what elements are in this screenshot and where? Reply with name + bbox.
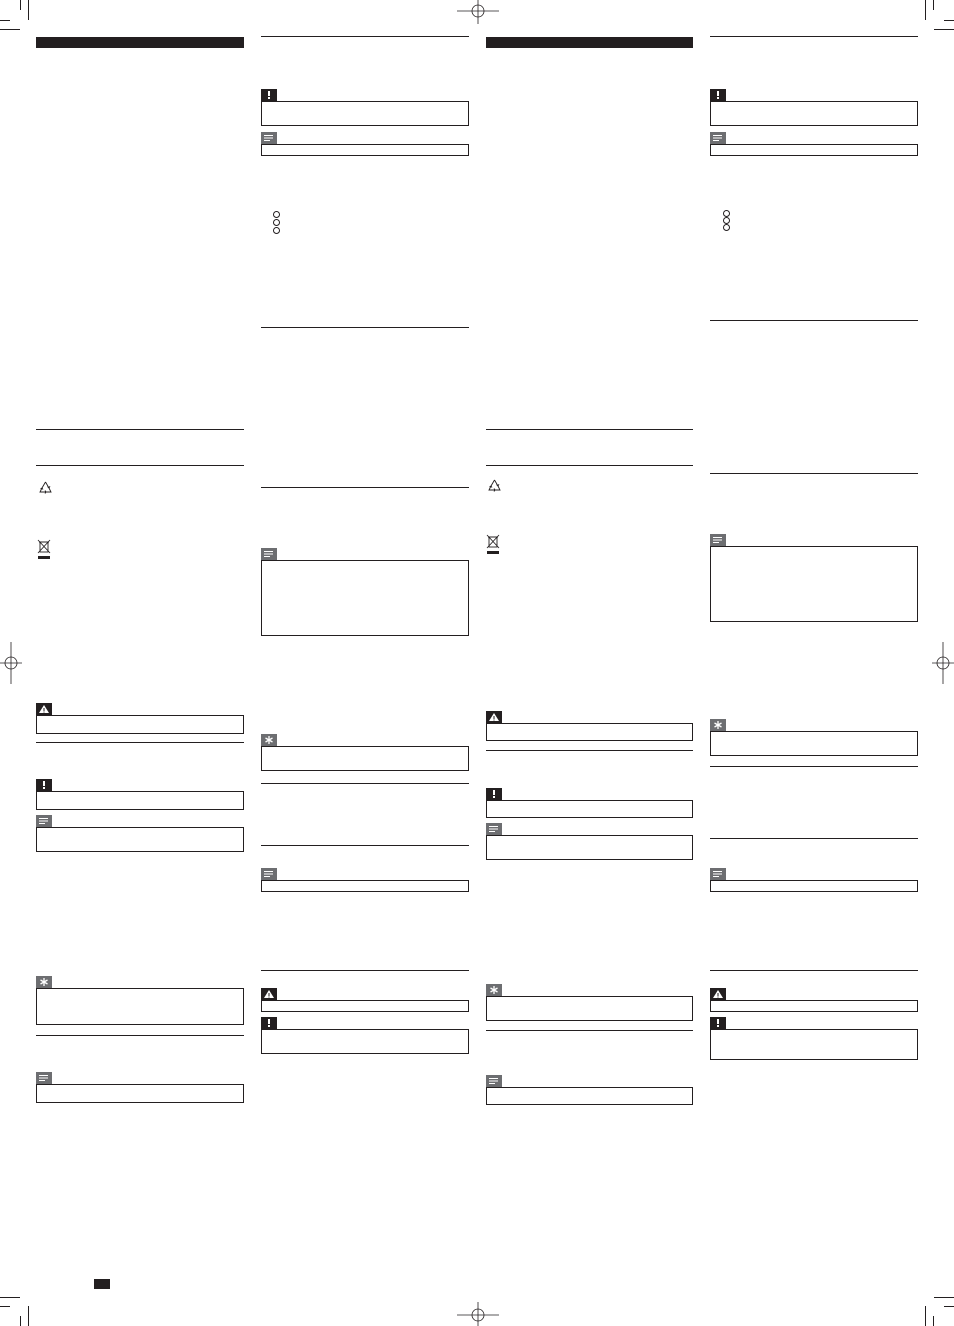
- caution-tab: [261, 1017, 277, 1029]
- caution-box: [710, 1029, 918, 1060]
- divider: [36, 1035, 244, 1036]
- warning-triangle-icon: [486, 711, 502, 723]
- tip-asterisk-icon: [261, 734, 277, 746]
- tip-asterisk-icon: [36, 976, 52, 988]
- caution-tab: [710, 89, 726, 101]
- step-marker: [273, 227, 280, 234]
- divider: [710, 766, 918, 767]
- note-lines-icon: [486, 1075, 502, 1087]
- note-box: [486, 1087, 693, 1105]
- registration-mark-icon: [932, 642, 954, 684]
- divider: [261, 970, 469, 971]
- divider: [261, 487, 469, 488]
- note-tab: [261, 868, 277, 880]
- note-tab: [710, 868, 726, 880]
- note-box: [710, 546, 918, 622]
- note-tab: [36, 1072, 52, 1084]
- warning-tab: [486, 711, 502, 723]
- divider: [486, 465, 693, 466]
- page-number-tab: [94, 1279, 110, 1289]
- divider: [710, 838, 918, 839]
- note-lines-icon: [710, 132, 726, 144]
- recycle-icon: [37, 480, 54, 497]
- note-tab: [710, 132, 726, 144]
- divider: [710, 473, 918, 474]
- crossed-bin-icon: [37, 538, 51, 560]
- caution-box: [261, 101, 469, 126]
- crossed-bin-icon: [486, 533, 500, 555]
- caution-tab: [710, 1017, 726, 1029]
- step-marker: [273, 219, 280, 226]
- step-marker: [273, 211, 280, 218]
- note-lines-icon: [486, 823, 502, 835]
- tip-tab: [486, 984, 502, 996]
- divider: [261, 327, 469, 328]
- tip-tab: [710, 719, 726, 731]
- divider: [261, 845, 469, 846]
- divider: [486, 429, 693, 430]
- warning-box: [710, 1000, 918, 1012]
- step-marker: [723, 210, 730, 217]
- caution-exclamation-icon: [486, 788, 502, 800]
- note-tab: [486, 1075, 502, 1087]
- note-box: [261, 880, 469, 892]
- caution-exclamation-icon: [710, 89, 726, 101]
- note-box: [261, 560, 469, 636]
- warning-tab: [261, 988, 277, 1000]
- warning-triangle-icon: [36, 703, 52, 715]
- caution-box: [710, 101, 918, 126]
- caution-tab: [261, 89, 277, 101]
- note-tab: [261, 132, 277, 144]
- step-marker: [723, 224, 730, 231]
- section-title-bar: [486, 37, 693, 48]
- tip-tab: [261, 734, 277, 746]
- note-tab: [710, 534, 726, 546]
- tip-tab: [36, 976, 52, 988]
- registration-mark-icon: [0, 642, 22, 684]
- divider: [36, 742, 244, 743]
- warning-box: [36, 715, 244, 734]
- note-lines-icon: [261, 548, 277, 560]
- note-tab: [486, 823, 502, 835]
- warning-triangle-icon: [261, 988, 277, 1000]
- caution-tab: [486, 788, 502, 800]
- note-box: [36, 827, 244, 852]
- caution-box: [261, 1029, 469, 1054]
- recycle-icon: [486, 478, 503, 495]
- caution-exclamation-icon: [261, 89, 277, 101]
- caution-box: [486, 800, 693, 818]
- note-lines-icon: [36, 815, 52, 827]
- note-lines-icon: [261, 868, 277, 880]
- tip-box: [486, 996, 693, 1021]
- warning-tab: [710, 988, 726, 1000]
- note-box: [261, 144, 469, 156]
- caution-exclamation-icon: [261, 1017, 277, 1029]
- warning-triangle-icon: [710, 988, 726, 1000]
- note-lines-icon: [261, 132, 277, 144]
- note-tab: [36, 815, 52, 827]
- registration-mark-icon: [457, 1302, 499, 1326]
- note-box: [710, 880, 918, 892]
- divider: [261, 783, 469, 784]
- step-marker: [723, 217, 730, 224]
- tip-box: [36, 988, 244, 1025]
- divider: [486, 1030, 693, 1031]
- tip-asterisk-icon: [486, 984, 502, 996]
- note-lines-icon: [710, 534, 726, 546]
- divider: [36, 465, 244, 466]
- tip-asterisk-icon: [710, 719, 726, 731]
- note-box: [486, 835, 693, 860]
- registration-mark-icon: [457, 0, 499, 24]
- note-tab: [261, 548, 277, 560]
- warning-box: [261, 1000, 469, 1012]
- divider: [710, 320, 918, 321]
- note-box: [710, 144, 918, 156]
- note-lines-icon: [710, 868, 726, 880]
- divider: [486, 750, 693, 751]
- section-title-bar: [36, 37, 244, 48]
- caution-exclamation-icon: [36, 779, 52, 791]
- divider: [261, 36, 469, 37]
- caution-tab: [36, 779, 52, 791]
- note-box: [36, 1084, 244, 1103]
- divider: [710, 970, 918, 971]
- tip-box: [261, 746, 469, 771]
- note-lines-icon: [36, 1072, 52, 1084]
- caution-box: [36, 791, 244, 810]
- caution-exclamation-icon: [710, 1017, 726, 1029]
- warning-box: [486, 723, 693, 741]
- tip-box: [710, 731, 918, 756]
- divider: [710, 36, 918, 37]
- divider: [36, 429, 244, 430]
- warning-tab: [36, 703, 52, 715]
